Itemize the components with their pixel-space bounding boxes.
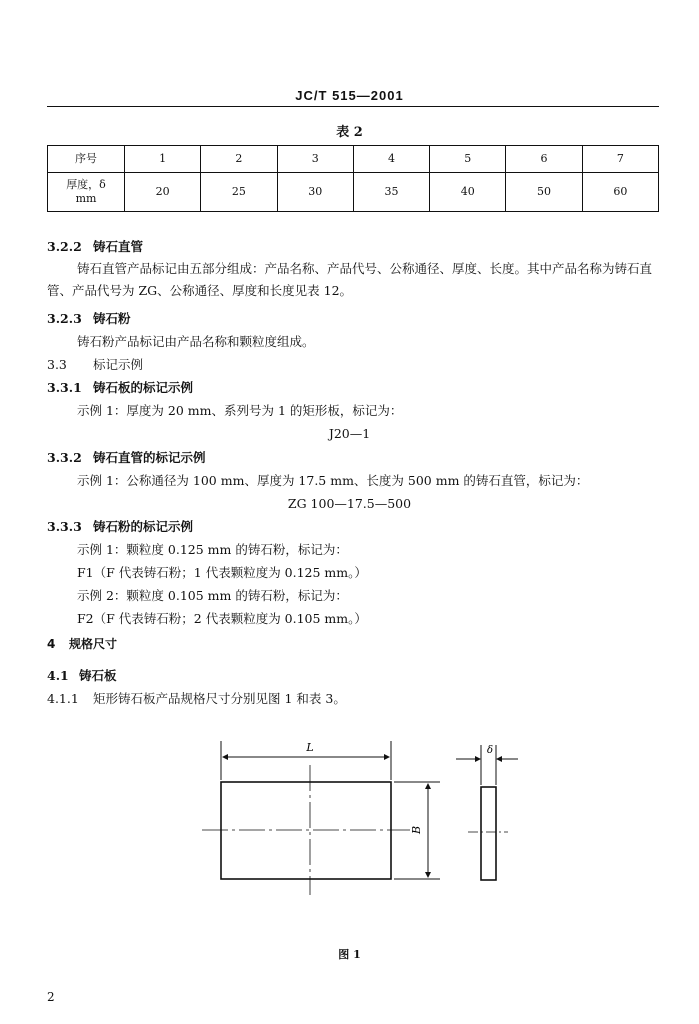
row-header-serial: 序号 <box>48 146 125 173</box>
label-width: B <box>410 825 423 835</box>
table-2-title: 表 2 <box>336 125 363 140</box>
table-cell: 40 <box>430 173 506 212</box>
label-thickness: δ <box>486 745 494 756</box>
section-number: 3.3.3 <box>47 519 82 534</box>
section-heading-3-3-2 <box>47 450 206 466</box>
standard-code-header: JC/T 515—2001 <box>295 88 404 103</box>
section-number: 3.2.2 <box>47 239 82 254</box>
section-number: 3.3.1 <box>47 380 82 395</box>
row-header-thickness: 厚度，δ mm <box>48 173 125 212</box>
section-body-3-2-2: 铸石直管产品标记由五部分组成：产品名称、产品代号、公称通径、厚度、长度。其中产品名称为铸石直管、产品代号为 ZG、公称通径、厚度和长度见表 12。 <box>47 261 653 298</box>
section-heading-4-1 <box>47 668 117 684</box>
section-heading-3-3-1 <box>47 380 193 396</box>
header-rule <box>47 106 659 107</box>
marking-example: ZG 100—17.5—500 <box>287 496 412 511</box>
section-title: 铸石直管 <box>93 239 144 254</box>
table-cell: 1 <box>125 146 201 173</box>
section-heading-3-3 <box>47 357 143 373</box>
section-number: 4 <box>47 637 56 651</box>
table-row-serial <box>48 146 659 173</box>
table-row-thickness <box>48 173 659 212</box>
marking-example: F2（F 代表铸石粉；2 代表颗粒度为 0.105 mm。） <box>77 611 367 626</box>
figure-1-drawing <box>0 725 699 925</box>
section-body-4-1-1 <box>47 691 346 707</box>
table-cell: 3 <box>277 146 353 173</box>
section-title: 规格尺寸 <box>69 637 118 651</box>
section-heading-4 <box>47 636 117 652</box>
section-heading-3-2-2 <box>47 239 143 255</box>
plate-front-view <box>221 782 391 879</box>
section-body-3-2-3: 铸石粉产品标记由产品名称和颗粒度组成。 <box>77 334 315 349</box>
table-cell: 60 <box>582 173 658 212</box>
example-text: 示例 2：颗粒度 0.105 mm 的铸石粉，标记为： <box>77 588 348 603</box>
section-number: 4.1.1 <box>47 691 79 706</box>
table-cell: 35 <box>353 173 429 212</box>
table-cell: 7 <box>582 146 658 173</box>
label-length: L <box>306 741 314 754</box>
table-cell: 5 <box>430 146 506 173</box>
marking-example: F1（F 代表铸石粉；1 代表颗粒度为 0.125 mm。） <box>77 565 367 580</box>
section-title: 铸石粉 <box>93 311 131 326</box>
marking-example: J20—1 <box>328 426 371 441</box>
table-cell: 25 <box>201 173 277 212</box>
section-heading-3-2-3 <box>47 311 131 327</box>
section-heading-3-3-3 <box>47 519 193 535</box>
section-text: 矩形铸石板产品规格尺寸分别见图 1 和表 3。 <box>93 691 346 706</box>
example-text: 示例 1：厚度为 20 mm、系列号为 1 的矩形板，标记为： <box>77 403 403 418</box>
table-cell: 6 <box>506 146 582 173</box>
table-cell: 50 <box>506 173 582 212</box>
section-title: 铸石板的标记示例 <box>93 380 194 395</box>
table-cell: 30 <box>277 173 353 212</box>
section-title: 铸石直管的标记示例 <box>93 450 206 465</box>
section-title: 标记示例 <box>93 357 144 372</box>
section-number: 3.2.3 <box>47 311 82 326</box>
section-number: 4.1 <box>47 668 69 683</box>
section-number: 3.3 <box>47 357 67 372</box>
section-title: 铸石板 <box>79 668 117 683</box>
page-number: 2 <box>47 990 55 1004</box>
table-cell: 20 <box>125 173 201 212</box>
plate-side-view <box>481 787 496 880</box>
example-text: 示例 1：公称通径为 100 mm、厚度为 17.5 mm、长度为 500 mm 的铸石直管，标记为： <box>77 473 589 488</box>
section-title: 铸石粉的标记示例 <box>93 519 194 534</box>
section-number: 3.3.2 <box>47 450 82 465</box>
example-text: 示例 1：颗粒度 0.125 mm 的铸石粉，标记为： <box>77 542 348 557</box>
table-cell: 2 <box>201 146 277 173</box>
table-cell: 4 <box>353 146 429 173</box>
table-2 <box>47 145 659 212</box>
figure-1-caption: 图 1 <box>338 948 361 961</box>
